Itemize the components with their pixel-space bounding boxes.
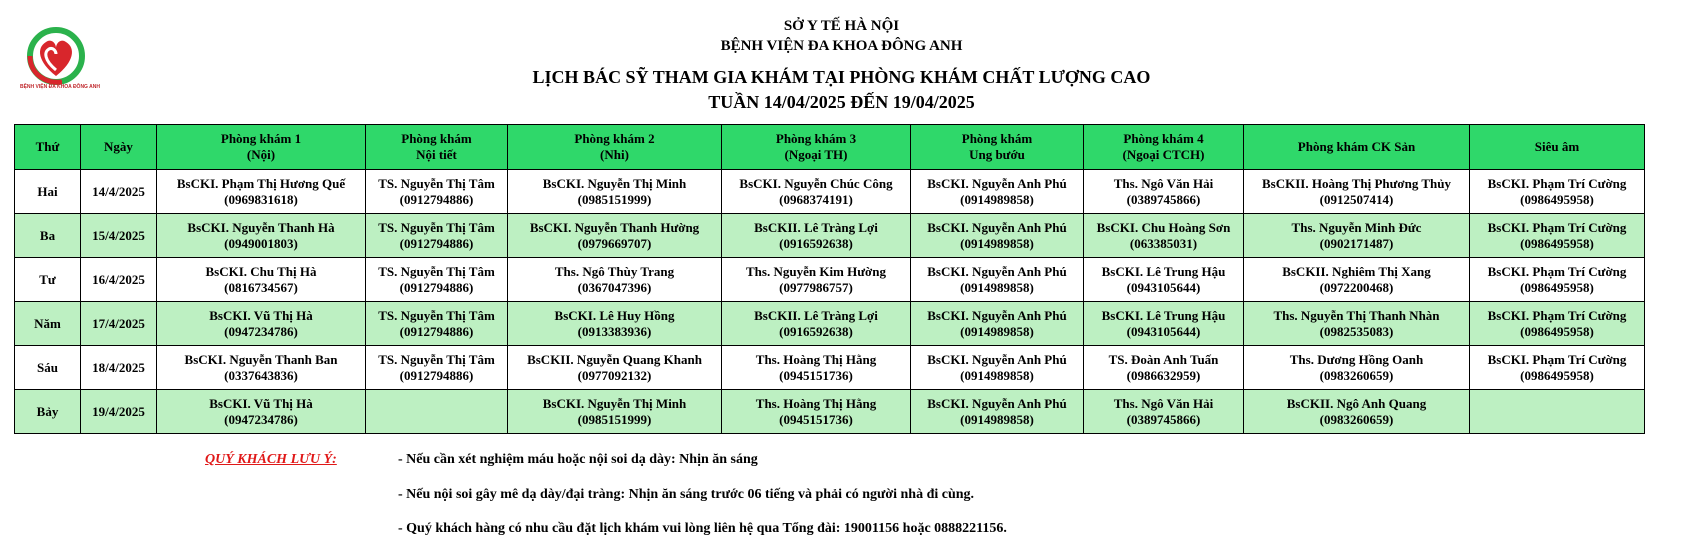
column-header-sublabel: Ung bướu <box>969 147 1025 162</box>
doctor-cell <box>722 170 911 214</box>
doctor-name: BsCKI. Nguyễn Anh Phú <box>927 395 1067 411</box>
logo-caption: BỆNH VIỆN ĐA KHOA ĐÔNG ANH <box>19 84 100 90</box>
day-cell: Ba <box>15 214 81 258</box>
doctor-cell <box>157 258 366 302</box>
doctor-cell <box>508 170 722 214</box>
doctor-phone: (0983260659) <box>1319 411 1394 427</box>
column-header-label: Ngày <box>104 139 133 154</box>
doctor-cell <box>366 214 508 258</box>
doctor-phone: (0985151999) <box>577 191 652 207</box>
doctor-phone: (0982535083) <box>1319 323 1394 339</box>
doctor-cell <box>1244 214 1470 258</box>
doctor-phone: (0986495958) <box>1520 279 1594 295</box>
doctor-name: BsCKI. Nguyễn Thị Minh <box>542 395 687 411</box>
doctor-name: BsCKI. Nguyễn Chúc Công <box>739 175 893 191</box>
doctor-phone: (0912794886) <box>399 279 474 295</box>
doctor-name: BsCKI. Vũ Thị Hà <box>209 395 313 411</box>
doctor-cell <box>366 170 508 214</box>
doctor-name: BsCKI. Nguyễn Anh Phú <box>927 307 1067 323</box>
doctor-name: BsCKI. Nguyễn Anh Phú <box>927 219 1067 235</box>
doctor-name: TS. Nguyễn Thị Tâm <box>378 351 495 367</box>
doctor-name: TS. Nguyễn Thị Tâm <box>378 219 495 235</box>
page-title: LỊCH BÁC SỸ THAM GIA KHÁM TẠI PHÒNG KHÁM CHẤT LƯỢNG CAO <box>532 67 1151 87</box>
doctor-name: Ths. Ngô Văn Hải <box>1113 175 1214 191</box>
note-item: - Quý khách hàng có nhu cầu đặt lịch khám vui lòng liên hệ qua Tổng đài: 19001156 hoặc 0888221156. <box>398 521 1007 536</box>
doctor-phone: (0986495958) <box>1520 191 1594 207</box>
doctor-name: Ths. Dương Hồng Oanh <box>1289 351 1424 367</box>
doctor-phone: (0912794886) <box>399 235 474 251</box>
day-cell: Hai <box>15 170 81 214</box>
department-name: SỞ Y TẾ HÀ NỘI <box>783 18 900 34</box>
doctor-phone: (0389745866) <box>1126 411 1201 427</box>
date-cell: 16/4/2025 <box>81 258 157 302</box>
column-header-label: Phòng khám <box>401 131 472 146</box>
column-header <box>911 125 1084 170</box>
doctor-name: BsCKII. Ngô Anh Quang <box>1286 395 1427 411</box>
doctor-cell <box>508 346 722 390</box>
column-header-label: Phòng khám 2 <box>574 131 655 146</box>
schedule-table <box>14 124 1645 434</box>
doctor-cell <box>366 346 508 390</box>
doctor-cell <box>157 170 366 214</box>
doctor-phone: (0912794886) <box>399 367 474 383</box>
doctor-phone: (0916592638) <box>779 323 853 339</box>
doctor-cell <box>1084 170 1244 214</box>
doctor-cell <box>722 214 911 258</box>
doctor-phone: (0912507414) <box>1319 191 1394 207</box>
doctor-phone: (0945151736) <box>779 411 853 427</box>
doctor-phone: (0912794886) <box>399 323 474 339</box>
date-cell: 17/4/2025 <box>81 302 157 346</box>
doctor-cell <box>157 302 366 346</box>
doctor-name: Ths. Nguyễn Thị Thanh Nhàn <box>1273 307 1440 323</box>
doctor-cell <box>1470 258 1645 302</box>
doctor-name: Ths. Nguyễn Minh Đức <box>1291 219 1422 235</box>
doctor-name: BsCKI. Vũ Thị Hà <box>209 307 313 323</box>
doctor-cell <box>366 258 508 302</box>
doctor-phone: (0986495958) <box>1520 323 1594 339</box>
doctor-cell <box>722 258 911 302</box>
doctor-name: Ths. Ngô Thùy Trang <box>554 263 675 279</box>
table-row <box>15 170 1645 214</box>
doctor-phone: (0979669707) <box>577 235 652 251</box>
doctor-cell <box>722 346 911 390</box>
doctor-name: BsCKII. Nghiêm Thị Xang <box>1282 263 1431 279</box>
doctor-phone: (0983260659) <box>1319 367 1394 383</box>
date-cell: 19/4/2025 <box>81 390 157 434</box>
doctor-name: BsCKI. Nguyễn Thị Minh <box>542 175 687 191</box>
doctor-name: Ths. Nguyễn Kim Hường <box>746 263 886 279</box>
table-row <box>15 214 1645 258</box>
doctor-name: BsCKI. Nguyễn Thanh Ban <box>184 351 338 367</box>
doctor-name: BsCKI. Nguyễn Anh Phú <box>927 263 1067 279</box>
doctor-cell <box>366 390 508 434</box>
hospital-name: BỆNH VIỆN ĐA KHOA ĐÔNG ANH <box>720 38 963 54</box>
date-cell: 18/4/2025 <box>81 346 157 390</box>
doctor-phone: (0947234786) <box>224 323 298 339</box>
day-cell: Năm <box>15 302 81 346</box>
doctor-name: BsCKI. Nguyễn Anh Phú <box>927 351 1067 367</box>
doctor-name: BsCKI. Nguyễn Thanh Hà <box>187 219 335 235</box>
day-cell: Sáu <box>15 346 81 390</box>
doctor-name: TS. Nguyễn Thị Tâm <box>378 263 495 279</box>
column-header-label: Phòng khám CK Sản <box>1297 139 1416 154</box>
doctor-cell <box>1470 390 1645 434</box>
column-header-sublabel: (Ngoại TH) <box>784 147 848 162</box>
doctor-cell <box>1244 302 1470 346</box>
doctor-name: BsCKI. Phạm Trí Cường <box>1487 351 1627 367</box>
doctor-name: BsCKI. Lê Huy Hồng <box>554 307 675 323</box>
column-header-label: Thứ <box>35 139 60 154</box>
doctor-name: Ths. Ngô Văn Hải <box>1113 395 1214 411</box>
doctor-cell <box>1244 346 1470 390</box>
doctor-cell <box>1244 258 1470 302</box>
doctor-phone: (0943105644) <box>1126 323 1201 339</box>
doctor-cell <box>911 170 1084 214</box>
doctor-phone: (063385031) <box>1129 235 1198 251</box>
doctor-name: BsCKII. Nguyễn Quang Khanh <box>527 351 702 367</box>
doctor-cell <box>911 302 1084 346</box>
note-item: - Nếu cần xét nghiệm máu hoặc nội soi dạ dày: Nhịn ăn sáng <box>398 452 758 467</box>
doctor-cell <box>157 390 366 434</box>
doctor-cell <box>1084 258 1244 302</box>
doctor-cell <box>911 214 1084 258</box>
column-header-label: Siêu âm <box>1534 139 1580 154</box>
doctor-phone: (0985151999) <box>577 411 652 427</box>
doctor-phone: (0913383936) <box>577 323 652 339</box>
table-row <box>15 346 1645 390</box>
week-range: TUẦN 14/04/2025 ĐẾN 19/04/2025 <box>708 92 975 112</box>
doctor-name: BsCKI. Phạm Trí Cường <box>1487 263 1627 279</box>
doctor-phone: (0949001803) <box>224 235 298 251</box>
doctor-phone: (0945151736) <box>779 367 853 383</box>
doctor-name: BsCKI. Phạm Thị Hương Quế <box>176 175 346 191</box>
doctor-cell <box>722 390 911 434</box>
doctor-name: Ths. Hoàng Thị Hằng <box>755 351 877 367</box>
doctor-phone: (0902171487) <box>1319 235 1394 251</box>
doctor-cell <box>911 346 1084 390</box>
doctor-cell <box>508 302 722 346</box>
column-header-sublabel: (Ngoại CTCH) <box>1122 147 1205 162</box>
doctor-phone: (0972200468) <box>1319 279 1394 295</box>
table-row <box>15 258 1645 302</box>
doctor-name: BsCKI. Lê Trung Hậu <box>1101 263 1226 279</box>
doctor-cell <box>911 390 1084 434</box>
doctor-name: TS. Nguyễn Thị Tâm <box>378 175 495 191</box>
doctor-cell <box>1084 302 1244 346</box>
doctor-phone: (0947234786) <box>224 411 298 427</box>
table-row <box>15 302 1645 346</box>
doctor-name: BsCKII. Lê Tràng Lợi <box>754 219 878 235</box>
column-header-sublabel: (Nội) <box>246 147 276 162</box>
doctor-phone: (0986495958) <box>1520 235 1594 251</box>
doctor-phone: (0914989858) <box>960 323 1034 339</box>
column-header-label: Phòng khám <box>961 131 1033 146</box>
doctor-name: BsCKI. Nguyễn Thanh Hường <box>529 219 700 235</box>
doctor-phone: (0337643836) <box>224 367 298 383</box>
date-cell: 15/4/2025 <box>81 214 157 258</box>
date-cell: 14/4/2025 <box>81 170 157 214</box>
column-header <box>722 125 911 170</box>
doctor-phone: (0816734567) <box>224 279 298 295</box>
doctor-phone: (0968374191) <box>779 191 853 207</box>
day-cell: Tư <box>15 258 81 302</box>
doctor-phone: (0977092132) <box>577 367 652 383</box>
doctor-name: TS. Đoàn Anh Tuấn <box>1108 351 1219 367</box>
day-cell: Bảy <box>15 390 81 434</box>
doctor-name: Ths. Hoàng Thị Hằng <box>755 395 877 411</box>
table-row <box>15 390 1645 434</box>
doctor-cell <box>1470 302 1645 346</box>
doctor-phone: (0986632959) <box>1126 367 1201 383</box>
doctor-cell <box>1470 214 1645 258</box>
doctor-phone: (0943105644) <box>1126 279 1201 295</box>
column-header-sublabel: (Nhi) <box>600 147 629 162</box>
header-row <box>15 125 1645 170</box>
doctor-phone: (0367047396) <box>577 279 652 295</box>
doctor-phone: (0912794886) <box>399 191 474 207</box>
doctor-cell <box>508 390 722 434</box>
doctor-name: BsCKI. Nguyễn Anh Phú <box>927 175 1067 191</box>
doctor-phone: (0914989858) <box>960 235 1034 251</box>
doctor-cell <box>157 214 366 258</box>
doctor-name: TS. Nguyễn Thị Tâm <box>378 307 495 323</box>
column-header <box>1084 125 1244 170</box>
doctor-cell <box>1244 170 1470 214</box>
doctor-name: BsCKI. Phạm Trí Cường <box>1487 175 1627 191</box>
doctor-phone: (0916592638) <box>779 235 853 251</box>
doctor-phone: (0914989858) <box>960 367 1034 383</box>
column-header-sublabel: Nội tiết <box>416 147 457 162</box>
doctor-cell <box>722 302 911 346</box>
doctor-cell <box>508 258 722 302</box>
doctor-phone: (0969831618) <box>224 191 298 207</box>
column-header-label: Phòng khám 4 <box>1123 131 1204 146</box>
column-header-label: Phòng khám 1 <box>220 131 302 146</box>
doctor-phone: (0914989858) <box>960 279 1034 295</box>
doctor-name: BsCKII. Hoàng Thị Phương Thủy <box>1261 175 1451 191</box>
doctor-phone: (0914989858) <box>960 411 1034 427</box>
doctor-cell <box>1084 390 1244 434</box>
column-header <box>81 125 157 170</box>
doctor-name: BsCKI. Lê Trung Hậu <box>1101 307 1226 323</box>
note-item: - Nếu nội soi gây mê dạ dày/đại tràng: Nhịn ăn sáng trước 06 tiếng và phải có người nhà đi cùng. <box>398 487 975 502</box>
column-header-label: Phòng khám 3 <box>775 131 857 146</box>
doctor-name: BsCKI. Phạm Trí Cường <box>1487 307 1627 323</box>
doctor-phone: (0389745866) <box>1126 191 1201 207</box>
doctor-phone: (0986495958) <box>1520 367 1594 383</box>
doctor-phone: (0914989858) <box>960 191 1034 207</box>
doctor-cell <box>1470 170 1645 214</box>
doctor-cell <box>366 302 508 346</box>
doctor-name: BsCKII. Lê Tràng Lợi <box>754 307 878 323</box>
doctor-cell <box>1470 346 1645 390</box>
doctor-name: BsCKI. Chu Hoàng Sơn <box>1096 219 1231 235</box>
doctor-cell <box>1084 346 1244 390</box>
doctor-cell <box>1084 214 1244 258</box>
doctor-name: BsCKI. Phạm Trí Cường <box>1487 219 1627 235</box>
column-header <box>1244 125 1470 170</box>
doctor-cell <box>157 346 366 390</box>
notes-label: QUÝ KHÁCH LƯU Ý: <box>205 452 337 467</box>
column-header <box>1470 125 1645 170</box>
doctor-name: BsCKI. Chu Thị Hà <box>205 263 317 279</box>
doctor-phone: (0977986757) <box>779 279 853 295</box>
doctor-cell <box>911 258 1084 302</box>
column-header <box>366 125 508 170</box>
doctor-cell <box>1244 390 1470 434</box>
column-header <box>508 125 722 170</box>
column-header <box>15 125 81 170</box>
column-header <box>157 125 366 170</box>
doctor-cell <box>508 214 722 258</box>
